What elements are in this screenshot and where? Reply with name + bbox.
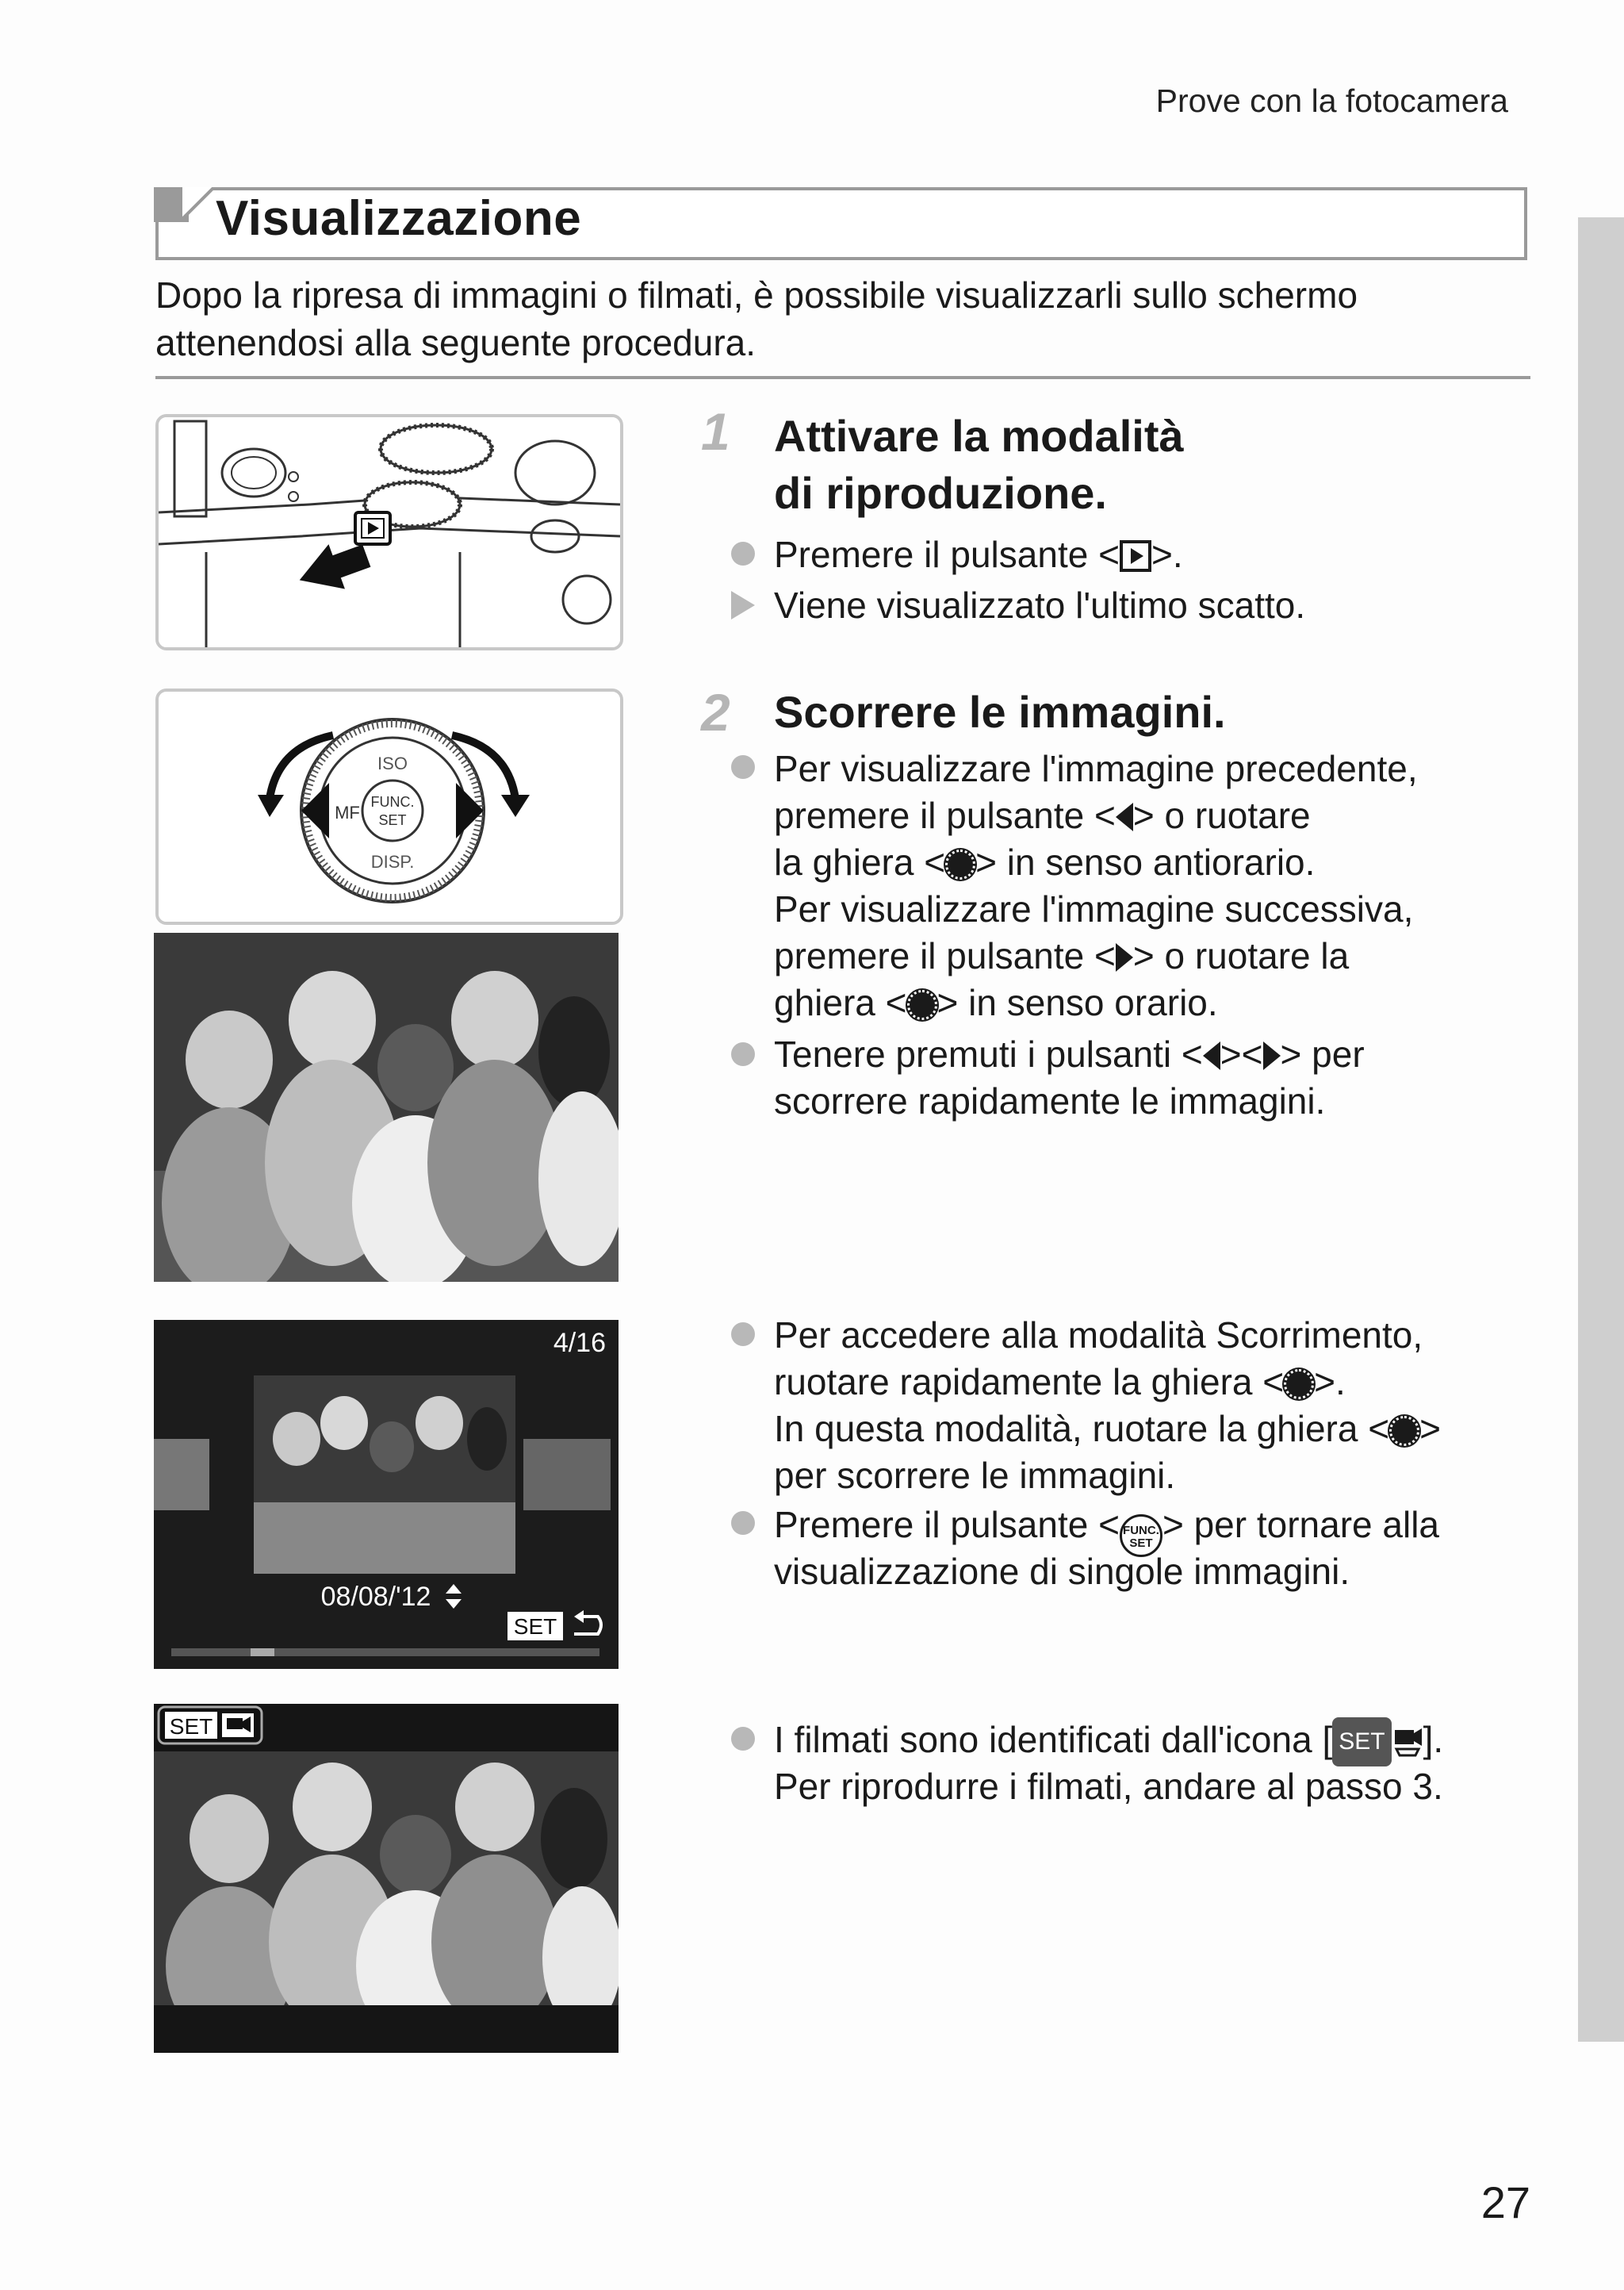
screen-date: 08/08/'12 xyxy=(320,1582,431,1612)
scroll-line-4: per scorrere le immagini. xyxy=(774,1455,1176,1496)
scroll-line-3: In questa modalità, ruotare la ghiera < > xyxy=(774,1408,1441,1449)
step-2-line-4: Per visualizzare l'immagine successiva, xyxy=(774,888,1414,930)
section-rule xyxy=(155,376,1530,379)
bullet-dot xyxy=(731,1322,755,1346)
camera-illustration xyxy=(155,414,623,650)
step-2-line-7: Tenere premuti i pulsanti < >< > per xyxy=(774,1034,1365,1075)
left-arrow-icon xyxy=(1203,1041,1220,1070)
movie-photo xyxy=(154,1704,619,2053)
running-header: Prove con la fotocamera xyxy=(1155,82,1508,119)
dial-label-disp: DISP. xyxy=(370,852,415,872)
bullet-dot xyxy=(731,1727,755,1751)
control-wheel-icon xyxy=(1284,1369,1314,1399)
bullet-dot xyxy=(731,542,755,566)
movie-line-2: Per riprodurre i filmati, andare al passo 3. xyxy=(774,1766,1443,1807)
step-2-line-2: premere il pulsante < > o ruotare xyxy=(774,795,1311,836)
page-number: 27 xyxy=(1480,2177,1530,2227)
step-2-line-8: scorrere rapidamente le immagini. xyxy=(774,1080,1326,1122)
step-2-line-3: la ghiera < > in senso antiorario. xyxy=(774,842,1316,883)
step-2-number: 2 xyxy=(701,683,730,742)
bullet-dot xyxy=(731,755,755,779)
control-wheel-icon xyxy=(945,850,975,880)
control-wheel-icon xyxy=(1389,1416,1419,1446)
scroll-line-5: Premere il pulsante < FUNC. SET > per tornare alla xyxy=(774,1502,1439,1557)
right-arrow-icon xyxy=(1263,1041,1281,1070)
step-1-title-line1: Attivare la modalità xyxy=(774,411,1184,461)
control-wheel-icon xyxy=(907,990,937,1020)
screen-counter: 4/16 xyxy=(553,1328,606,1358)
step-1-title-line2: di riproduzione. xyxy=(774,468,1107,518)
playback-photo xyxy=(154,933,619,1282)
playback-button-icon xyxy=(1120,540,1151,572)
section-title: Visualizzazione xyxy=(216,191,582,246)
side-tab-marker xyxy=(1578,217,1624,2042)
bullet-dot xyxy=(731,1511,755,1535)
movie-set-label: SET xyxy=(169,1714,213,1739)
section-corner-slant xyxy=(182,187,214,219)
step-2-line-1: Per visualizzare l'immagine precedente, xyxy=(774,748,1418,789)
dial-label-mf: MF xyxy=(335,803,360,823)
left-arrow-icon xyxy=(1116,803,1133,831)
control-dial-illustration xyxy=(155,689,623,925)
right-arrow-icon xyxy=(1116,943,1133,972)
result-arrow xyxy=(731,591,755,619)
movie-line-1: I filmati sono identificati dall'icona [ SET ]. xyxy=(774,1717,1443,1766)
step-1-result: Viene visualizzato l'ultimo scatto. xyxy=(774,585,1306,626)
scroll-line-6: visualizzazione di singole immagini. xyxy=(774,1551,1350,1592)
dial-label-func: FUNC. xyxy=(370,794,415,810)
func-set-button-icon: FUNC. SET xyxy=(1120,1514,1162,1557)
step-2-line-5: premere il pulsante < > o ruotare la xyxy=(774,935,1350,976)
intro-paragraph: Dopo la ripresa di immagini o filmati, è possibile visualizzarli sullo schermo attenendosi alla seguente procedura. xyxy=(155,274,1358,363)
bullet-dot xyxy=(731,1042,755,1066)
scroll-line-1: Per accedere alla modalità Scorrimento, xyxy=(774,1314,1423,1356)
scroll-line-2: ruotare rapidamente la ghiera < >. xyxy=(774,1361,1346,1402)
step-2-title: Scorrere le immagini. xyxy=(774,687,1226,737)
step-1-number: 1 xyxy=(701,402,730,461)
movie-icon xyxy=(1392,1725,1423,1757)
dial-label-iso: ISO xyxy=(377,754,408,773)
set-badge-icon: SET xyxy=(1332,1717,1391,1766)
scroll-display-screen xyxy=(154,1320,619,1669)
dial-label-set: SET xyxy=(378,812,407,828)
step-2-line-6: ghiera < > in senso orario. xyxy=(774,982,1218,1023)
step-1-bullet-1: Premere il pulsante < >. xyxy=(774,534,1183,575)
screen-set: SET xyxy=(513,1614,557,1639)
